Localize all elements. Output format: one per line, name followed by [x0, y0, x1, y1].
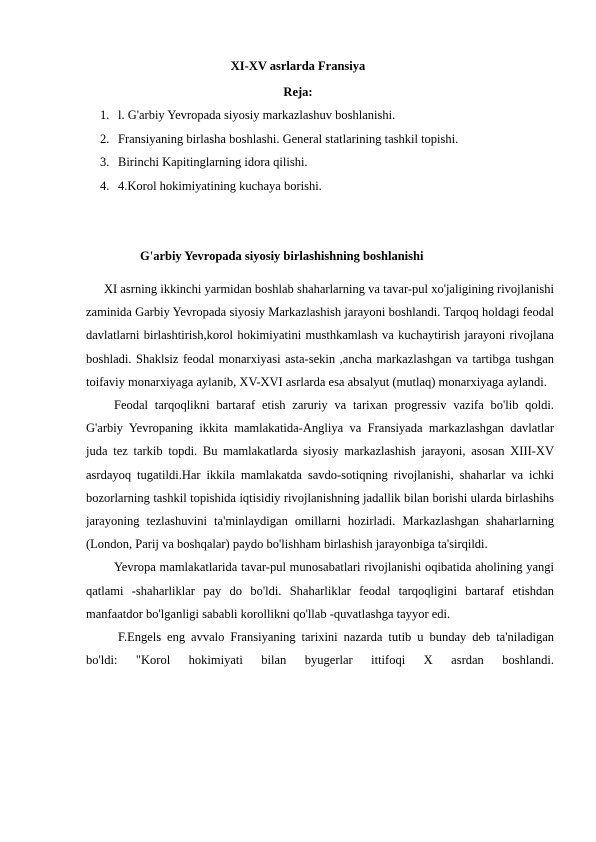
section-heading: G'arbiy Yevropada siyosiy birlashishning boshlanishi — [140, 249, 424, 263]
plan-item-number: 2. — [100, 131, 110, 146]
plan-item — [100, 131, 458, 155]
paragraph: Yevropa mamlakatlarida tavar-pul munosabatlari rivojlanishi oqibatida aholining yangi qatlami -shaharliklar pay do bo'ldi. Shaharliklar feodal tarqoqligini bartaraf etishdan manfaatdor bo'lganligi sababli korollikni qo'llab -quvatlashga tayyor edi. — [86, 560, 554, 621]
paragraph: Feodal tarqoqlikni bartaraf etish zaruriy va tarixan progressiv vazifa bo'lib qoldi. G'arbiy Yevropaning ikkita mamlakatida-Angliya va Fransiyada markazlashgan davlatlar juda tez tarkib topdi. Bu mamlakatlarda siyosiy markazlashish jarayoni, asosan XIII-XV asrdayoq tugatildi.Har ikkila mamlakatda savdo-sotiqning rivojlanishi, shaharlar va ichki bozorlarning tashkil topishida iqtisidiy rivojlanishning jadallik bilan borishi ularda birlashihs jarayoning tezlashuvini ta'minlaydigan omillarni hozirladi. Markazlashgan shaharlarning (London, Parij va boshqalar) paydo bo'lishham birlashish jarayonbiga ta'sirqildi. — [86, 398, 554, 552]
plan-item — [100, 154, 458, 178]
plan-item-text: Fransiyaning birlasha boshlashi. General statlarining tashkil topishi. — [118, 131, 459, 146]
plan-item-text: Birinchi Kapitinglarning idora qilishi. — [118, 155, 308, 169]
body-text — [86, 278, 554, 672]
plan-item-number: 4. — [100, 178, 110, 193]
document-title: XI-XV asrlarda Fransiya — [230, 59, 366, 73]
plan-item — [100, 178, 458, 202]
paragraph: F.Engels eng avvalo Fransiyaning tarixini nazarda tutib u bunday deb ta'niladigan bo'ldi: "Korol hokimiyati bilan byugerlar ittifoqi X asrdan boshlandi. — [86, 630, 554, 668]
plan-item — [100, 107, 458, 131]
plan-item-text: l. G'arbiy Yevropada siyosiy markazlashuv boshlanishi. — [118, 108, 396, 122]
plan-item-number: 3. — [100, 155, 110, 169]
plan-label: Reja: — [283, 85, 313, 99]
paragraph: XI asrning ikkinchi yarmidan boshlab shaharlarning va tavar-pul xo'jaligining rivojlanishi zaminida Garbiy Yevropada siyosiy Markazlashish jarayoni boshlandi. Tarqoq holdagi feodal davlatlarni birlashtirish,korol hokimiyatini musthkamlash va kuchaytirish jarayoni rivojlana boshladi. Shaklsiz feodal monarxiyasi asta-sekin ,ancha markazlashgan va tartibga tushgan toifaviy monarxiyaga aylanib, XV-XVI asrlarda esa absalyut (mutlaq) monarxiyaga aylandi. — [86, 282, 554, 389]
plan-list — [100, 107, 458, 201]
plan-item-number: 1. — [100, 108, 110, 122]
plan-item-text: 4.Korol hokimiyatining kuchaya borishi. — [118, 178, 322, 193]
